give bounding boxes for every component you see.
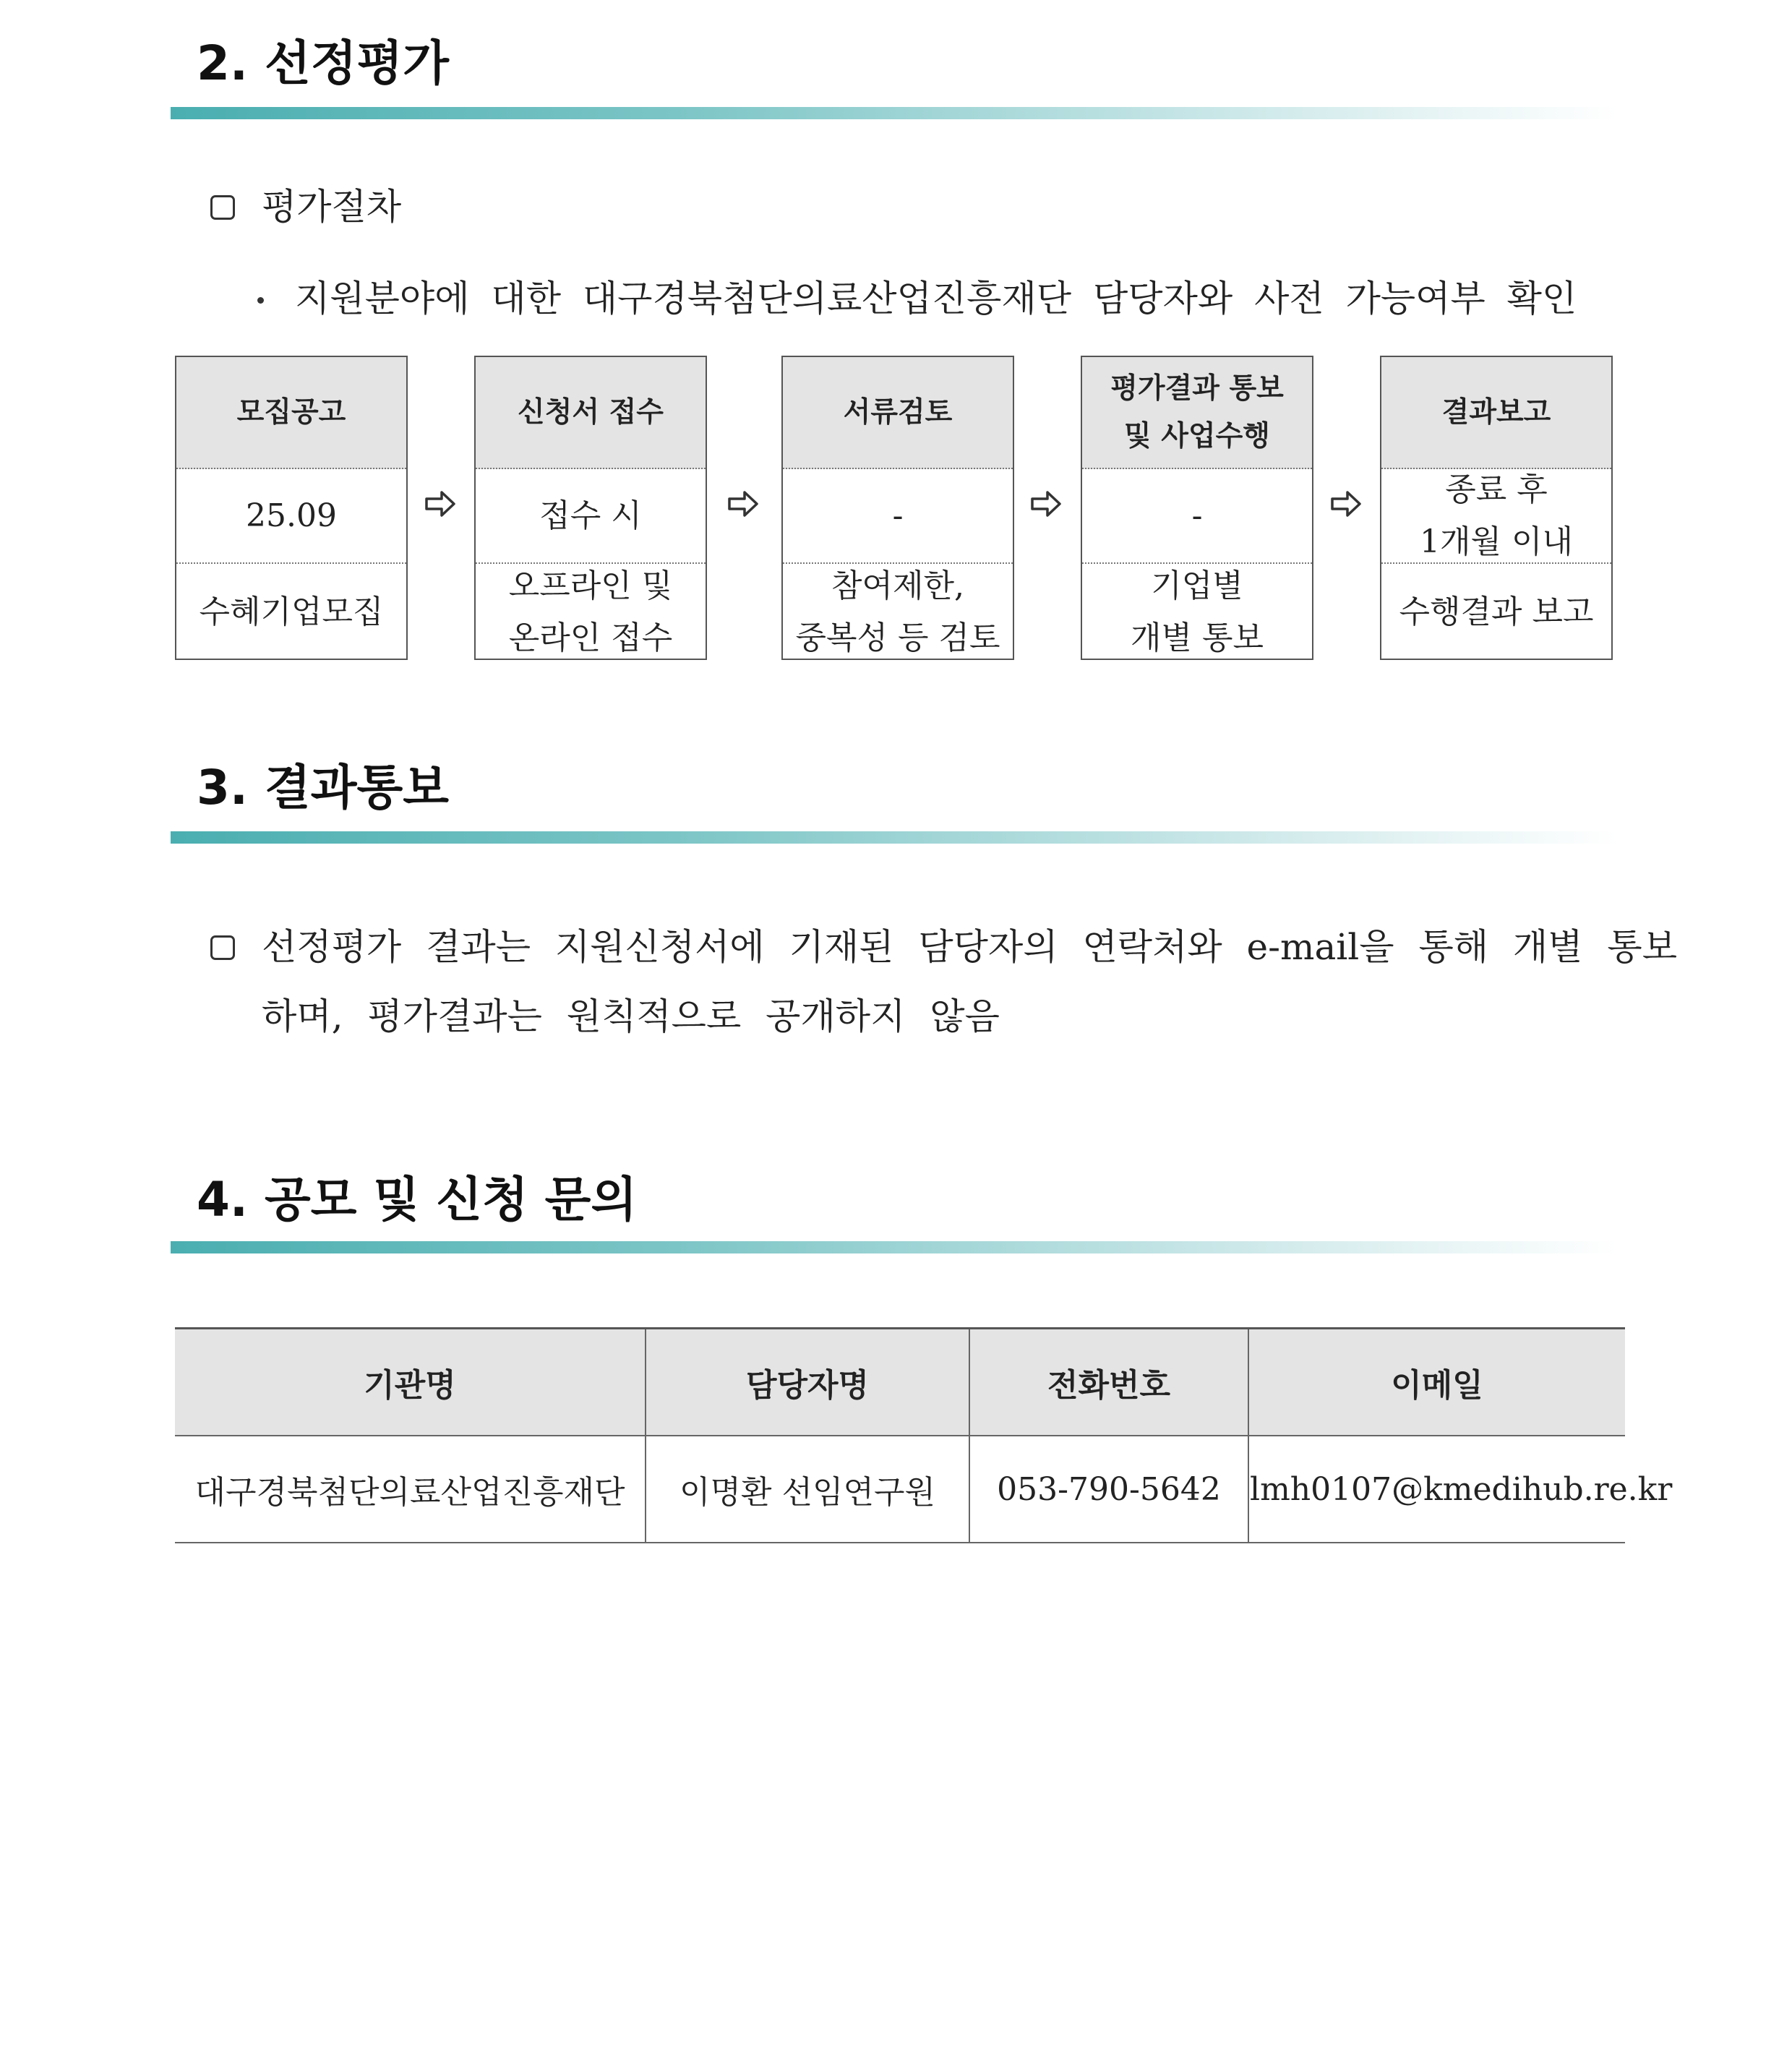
stage-schedule: - — [1082, 469, 1312, 564]
institution-name: 대구경북첨단의료산업진흥재단 — [175, 1436, 646, 1543]
procedure-heading: 평가절차 — [262, 186, 402, 228]
stage-application — [474, 356, 707, 660]
right-arrow-icon — [1030, 489, 1062, 518]
email-address: lmh0107@kmedihub.re.kr — [1248, 1436, 1625, 1543]
section-4-underline — [171, 1241, 1616, 1253]
right-arrow-icon — [1330, 489, 1362, 518]
stage-header: 서류검토 — [783, 357, 1013, 469]
stage-document-review — [781, 356, 1014, 660]
checkbox-icon — [210, 935, 235, 960]
stage-schedule: 종료 후 1개월 이내 — [1381, 469, 1611, 564]
section-4-title: 4. 공모 및 신청 문의 — [197, 1172, 638, 1227]
stage-description: 수행결과 보고 — [1399, 593, 1594, 630]
right-arrow-icon — [727, 489, 759, 518]
stage-recruitment — [175, 356, 408, 660]
phone-number: 053-790-5642 — [969, 1436, 1248, 1543]
stage-header: 모집공고 — [176, 357, 406, 469]
column-header-phone: 전화번호 — [969, 1329, 1248, 1436]
result-notice-line-2: 하며, 평가결과는 원칙적으로 공개하지 않음 — [262, 995, 1000, 1037]
contact-person: 이명환 선임연구원 — [646, 1436, 969, 1543]
stage-result-report — [1380, 356, 1613, 660]
stage-schedule: - — [783, 469, 1013, 564]
checkbox-icon — [210, 195, 235, 220]
column-header-institution: 기관명 — [175, 1329, 646, 1436]
right-arrow-icon — [424, 489, 456, 518]
table-row — [175, 1436, 1625, 1543]
result-notice-line-1: 선정평가 결과는 지원신청서에 기재된 담당자의 연락처와 e-mail을 통해 개별 통보 — [262, 926, 1678, 968]
stage-description: 수혜기업모집 — [199, 593, 384, 630]
stage-header: 결과보고 — [1381, 357, 1611, 469]
section-3-underline — [171, 831, 1616, 844]
column-header-contact-person: 담당자명 — [646, 1329, 969, 1436]
stage-schedule: 25.09 — [176, 469, 406, 564]
stage-schedule: 접수 시 — [476, 469, 706, 564]
stage-notification — [1081, 356, 1313, 660]
stage-description: 참여제한, 중복성 등 검토 — [795, 567, 1000, 656]
procedure-note: 지원분야에 대한 대구경북첨단의료산업진흥재단 담당자와 사전 가능여부 확인 — [295, 278, 1577, 320]
section-3-title: 3. 결과통보 — [197, 760, 449, 815]
section-2-underline — [171, 107, 1616, 119]
stage-header: 평가결과 통보 및 사업수행 — [1082, 357, 1312, 469]
section-2-title: 2. 선정평가 — [197, 35, 449, 91]
stage-header: 신청서 접수 — [476, 357, 706, 469]
contact-table — [175, 1327, 1673, 1543]
column-header-email: 이메일 — [1248, 1329, 1625, 1436]
table-header-row — [175, 1329, 1625, 1436]
bullet-icon — [257, 297, 264, 304]
stage-description: 오프라인 및 온라인 접수 — [508, 567, 673, 656]
stage-description: 기업별 개별 통보 — [1130, 567, 1264, 656]
